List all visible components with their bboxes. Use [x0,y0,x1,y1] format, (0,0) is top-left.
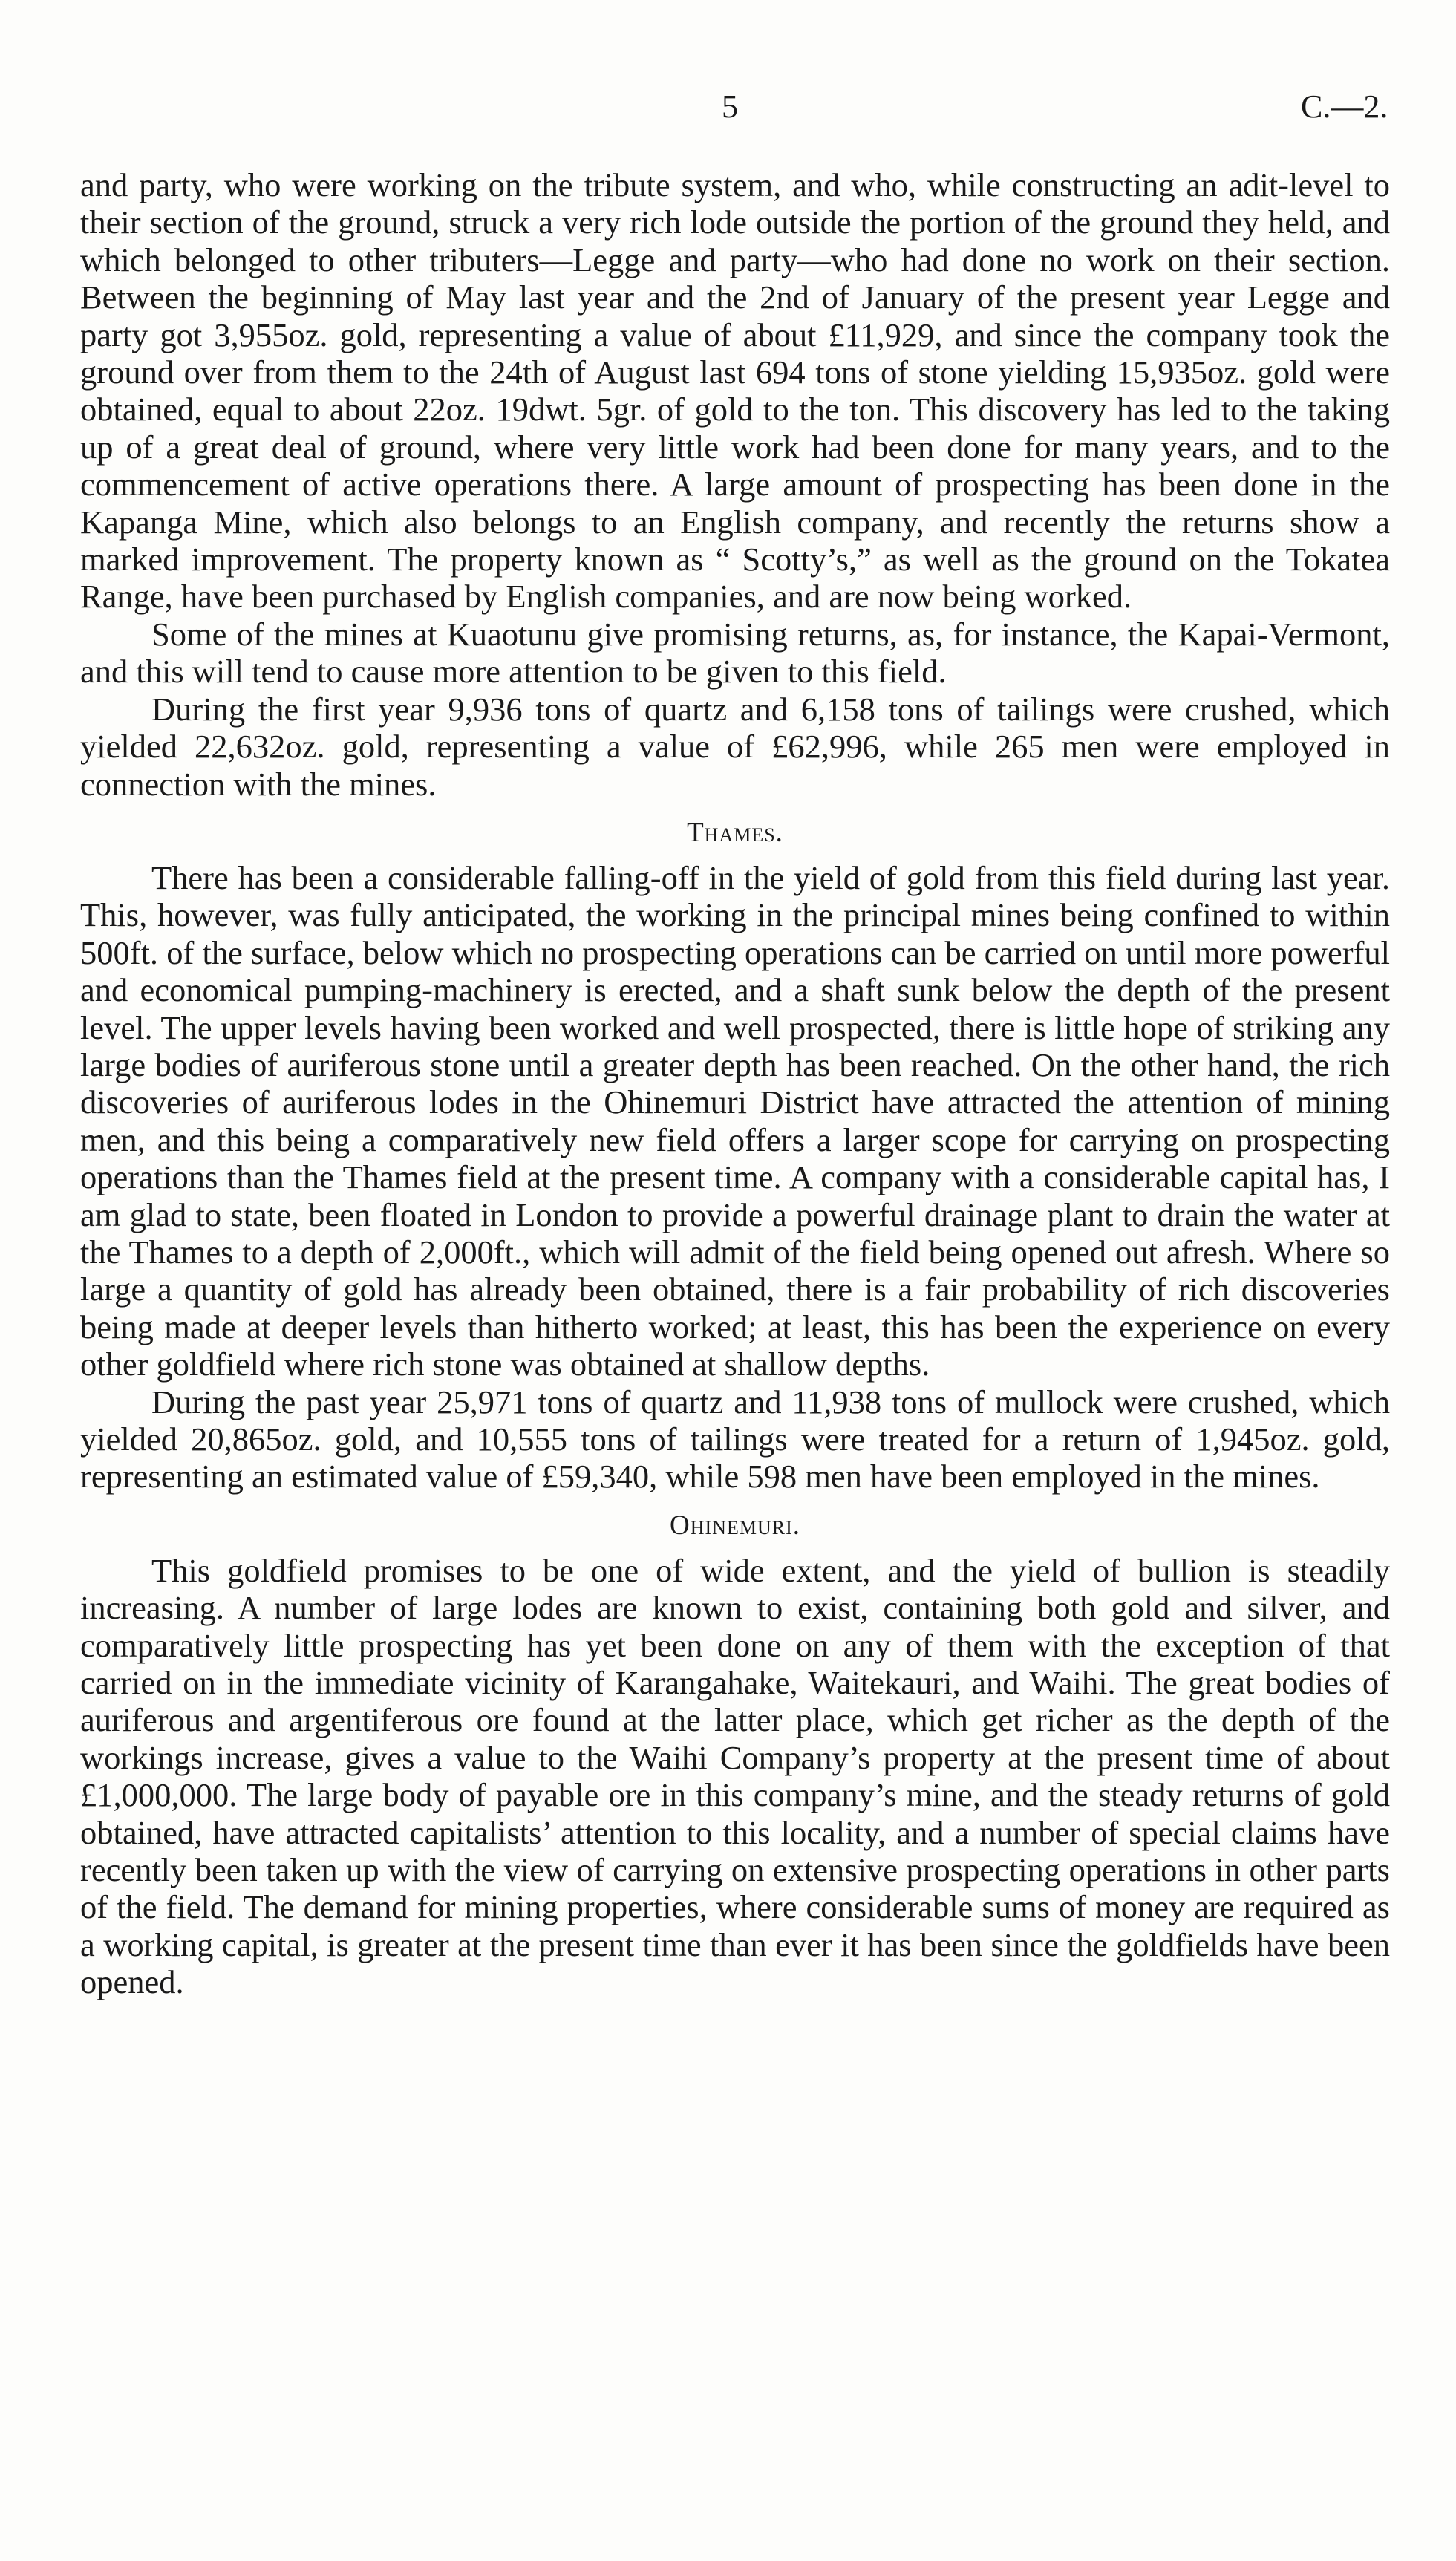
paragraph-continuation: and party, who were working on the tribute system, and who, while constructing an adit-level to their section of the ground, struck a very rich lode outside the portion of the ground they held, and which belonged to other tributers—Legge and party—who had done no work on their section. Between the beginning of May last year and the 2nd of January of the present year Legge and party got 3,955oz. gold, representing a value of about £11,929, and since the company took the ground over from them to the 24th of August last 694 tons of stone yielding 15,935oz. gold were obtained, equal to about 22oz. 19dwt. 5gr. of gold to the ton. This discovery has led to the taking up of a great deal of ground, where very little work had been done for many years, and to the commencement of active operations there. A large amount of prospecting has been done in the Kapanga Mine, which also belongs to an English company, and recently the returns show a marked improvement. The property known as “ Scotty’s,” as well as the ground on the Tokatea Range, have been purchased by English companies, and are now being worked. [80,166,1390,616]
section-heading-ohinemuri: Ohinemuri. [670,1510,800,1541]
paragraph-thames-returns: During the past year 25,971 tons of quartz and 11,938 tons of mullock were crushed, which yielded 20,865oz. gold, and 10,555 tons of tailings were treated for a return of 1,945oz. gold, representing an estimated value of £59,340, while 598 men have been employed in the mines. [80,1383,1390,1495]
document-reference: C.—2. [1301,88,1388,125]
page-body [80,166,1390,2001]
page-header [0,88,1456,132]
paragraph-thames-falling-off: There has been a considerable falling-off in the yield of gold from this field during last year. This, however, was fully anticipated, the working in the principal mines being confined to within 500ft. of the surface, below which no prospecting operations can be carried on until more powerful and economical pumping-machinery is erected, and a shaft sunk below the depth of the present level. The upper levels having been worked and well prospected, there is little hope of striking any large bodies of auriferous stone until a greater depth has been reached. On the other hand, the rich discoveries of auriferous lodes in the Ohinemuri District have attracted the attention of mining men, and this being a comparatively new field offers a larger scope for carrying on prospecting operations than the Thames field at the present time. A company with a considerable capital has, I am glad to state, been floated in London to provide a powerful drainage plant to drain the water at the Thames to a depth of 2,000ft., which will admit of the field being opened out afresh. Where so large a quantity of gold has already been obtained, there is a fair probability of rich discoveries being made at deeper levels than hitherto worked; at least, this has been the experience on every other goldfield where rich stone was obtained at shallow depths. [80,858,1390,1383]
paragraph-ohinemuri: This goldfield promises to be one of wide extent, and the yield of bullion is steadily increasing. A number of large lodes are known to exist, containing both gold and silver, and comparatively little prospecting has yet been done on any of them with the exception of that carried on in the immediate vicinity of Karangahake, Waitekauri, and Waihi. The great bodies of auriferous and argentiferous ore found at the latter place, which get richer as the depth of the workings increase, gives a value to the Waihi Company’s property at the present time of about £1,000,000. The large body of payable ore in this company’s mine, and the steady returns of gold obtained, have attracted capitalists’ attention to this locality, and a number of special claims have recently been taken up with the view of carrying on extensive prospecting operations in other parts of the field. The demand for mining properties, where considerable sums of money are required as a working capital, is greater at the present time than ever it has been since the goldfields have been opened. [80,1551,1390,2001]
section-heading-thames: Thames. [687,817,783,848]
paragraph-kuaotunu: Some of the mines at Kuaotunu give promising returns, as, for instance, the Kapai-Vermont, and this will tend to cause more attention to be given to this field. [80,615,1390,691]
paragraph-first-year-returns: During the first year 9,936 tons of quartz and 6,158 tons of tailings were crushed, which yielded 22,632oz. gold, representing a value of £62,996, while 265 men were employed in connection with the mines. [80,690,1390,803]
page-number: 5 [722,88,738,125]
